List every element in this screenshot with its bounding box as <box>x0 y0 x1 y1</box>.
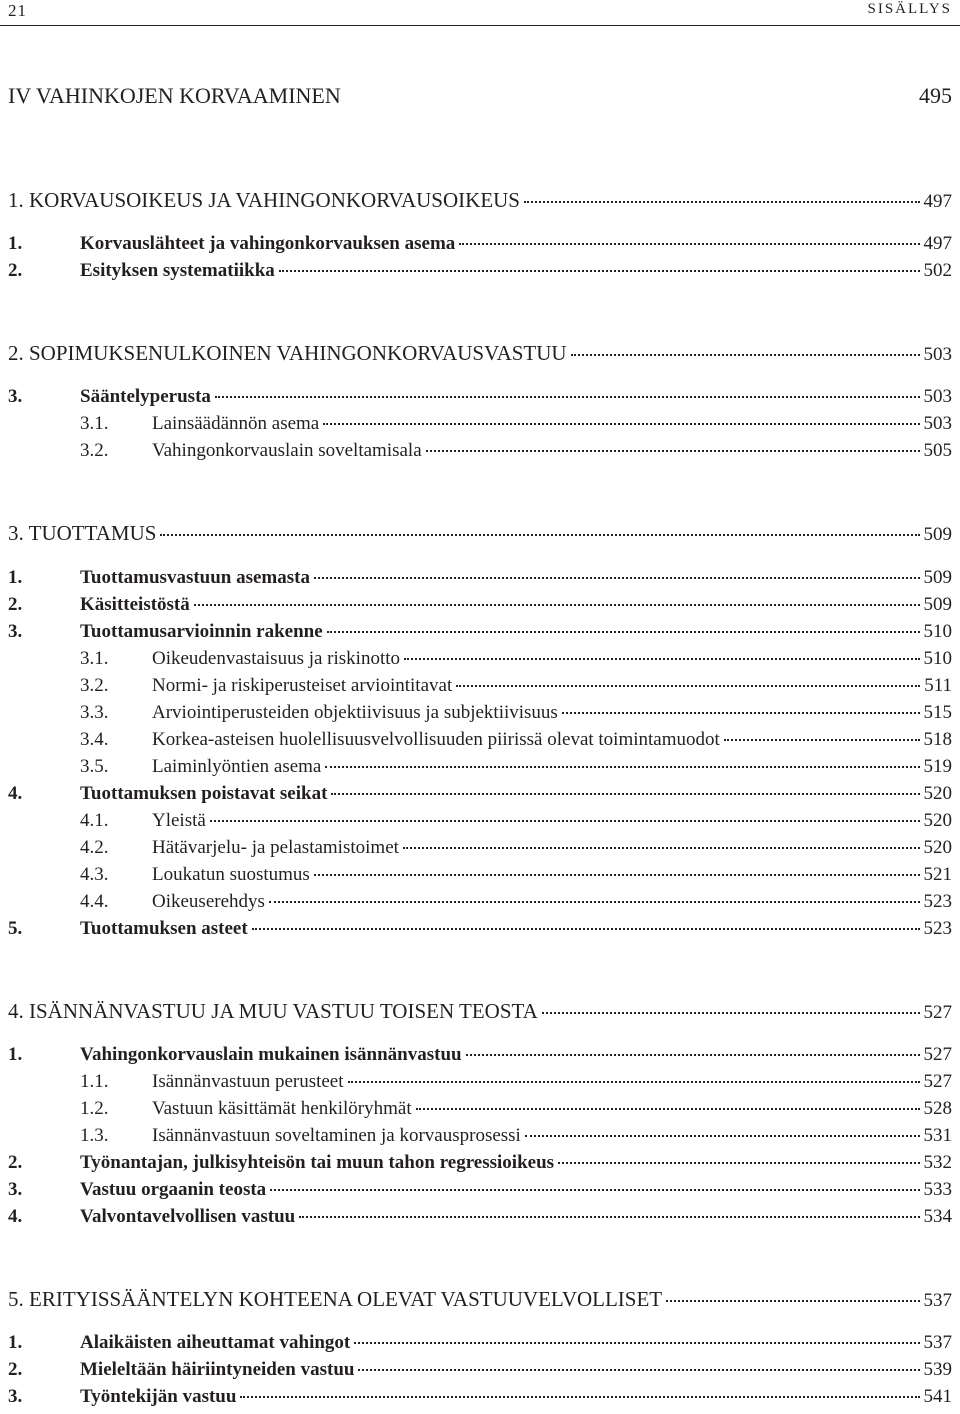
toc-entry-page: 503 <box>923 413 952 434</box>
toc-entry-page: 495 <box>919 83 952 108</box>
toc-entry <box>8 259 952 283</box>
toc-entry-number: 3.2. <box>80 440 109 461</box>
dot-leader <box>240 1396 919 1398</box>
toc-entry-page: 537 <box>923 1332 952 1353</box>
toc-entry-number: 5. <box>8 918 23 939</box>
toc-entry-page: 497 <box>923 191 952 212</box>
toc-entry-page: 521 <box>923 864 952 885</box>
toc-entry-page: 527 <box>923 1002 952 1023</box>
dot-leader <box>160 534 919 536</box>
toc-entry-page: 537 <box>923 1290 952 1311</box>
toc-entry <box>8 917 952 941</box>
toc-entry-page: 523 <box>923 918 952 939</box>
toc-entry <box>8 232 952 256</box>
dot-leader <box>358 1369 919 1371</box>
toc-entry-page: 505 <box>923 440 952 461</box>
dot-leader <box>210 820 920 822</box>
toc-entry <box>8 188 952 212</box>
dot-leader <box>270 1189 919 1191</box>
toc-entry-title: Oikeuserehdys <box>152 891 265 912</box>
dot-leader <box>724 739 920 741</box>
toc-entry-number: 3.1. <box>80 413 109 434</box>
page-header <box>0 0 960 26</box>
dot-leader <box>558 1162 919 1164</box>
toc-entry-number: 3.2. <box>80 675 109 696</box>
toc-entry <box>8 890 952 914</box>
toc-entry <box>8 999 952 1023</box>
toc-entry-page: 523 <box>923 891 952 912</box>
dot-leader <box>215 396 920 398</box>
toc-entry-number: 2. <box>8 260 23 281</box>
toc-entry-title: Vastuu orgaanin teosta <box>80 1179 267 1200</box>
toc-entry <box>8 1385 952 1409</box>
toc-entry-title: Käsitteistöstä <box>80 594 190 615</box>
toc-entry-title: Hätävarjelu- ja pelastamistoimet <box>152 837 399 858</box>
toc-entry-title: Vastuun käsittämät henkilöryhmät <box>152 1098 412 1119</box>
toc-entry-number: 1.1. <box>80 1071 109 1092</box>
toc-entry-title: Arviointiperusteiden objektiivisuus ja subjektiivisuus <box>152 702 558 723</box>
toc-entry <box>8 809 952 833</box>
toc-entry-number: 3. <box>8 1179 23 1200</box>
toc-entry-number: 2. <box>8 1359 23 1380</box>
toc-entry-page: 503 <box>923 344 952 365</box>
toc-entry-number: 1.3. <box>80 1125 109 1146</box>
toc-entry <box>8 836 952 860</box>
toc-entry-title: 3. TUOTTAMUS <box>8 521 157 545</box>
toc-entry-number: 3. <box>8 386 23 407</box>
toc-entry-title: Alaikäisten aiheuttamat vahingot <box>80 1332 351 1353</box>
toc-entry-title: Tuottamusarvioinnin rakenne <box>80 621 323 642</box>
toc-entry-title: Loukatun suostumus <box>152 864 310 885</box>
toc-entry-title: Tuottamuksen asteet <box>80 918 248 939</box>
toc-entry <box>8 647 952 671</box>
toc-entry <box>8 1178 952 1202</box>
toc-entry <box>8 620 952 644</box>
dot-leader <box>456 685 920 687</box>
toc-entry-title: Laiminlyöntien asema <box>152 756 322 777</box>
toc-entry <box>8 593 952 617</box>
toc-entry-page: 503 <box>923 386 952 407</box>
toc-entry <box>8 728 952 752</box>
toc-entry-page: 539 <box>923 1359 952 1380</box>
dot-leader <box>348 1081 920 1083</box>
toc-entry-page: 533 <box>923 1179 952 1200</box>
dot-leader <box>325 766 919 768</box>
toc-entry-title: 4. ISÄNNÄNVASTUU JA MUU VASTUU TOISEN TEOSTA <box>8 999 538 1023</box>
running-head: SISÄLLYS <box>867 1 952 17</box>
toc-entry <box>8 1043 952 1067</box>
toc-entry-page: 520 <box>923 810 952 831</box>
toc-entry-title: Tuottamusvastuun asemasta <box>80 567 310 588</box>
toc-entry-number: 3.1. <box>80 648 109 669</box>
toc-entry-page: 527 <box>923 1044 952 1065</box>
toc-entry-title: Isännänvastuun soveltaminen ja korvausprosessi <box>152 1125 521 1146</box>
toc-entry-title: Korvauslähteet ja vahingonkorvauksen asema <box>80 233 456 254</box>
dot-leader <box>403 847 920 849</box>
toc-entry-page: 519 <box>923 756 952 777</box>
toc-entry-title: Työntekijän vastuu <box>80 1386 237 1407</box>
toc-entry <box>8 755 952 779</box>
toc-entry-number: 3.4. <box>80 729 109 750</box>
dot-leader <box>327 631 920 633</box>
toc-entry-number: 2. <box>8 1152 23 1173</box>
page-number: 21 <box>8 1 27 20</box>
dot-leader <box>426 450 920 452</box>
toc-entry <box>8 566 952 590</box>
toc-entry-title: Mieleltään häiriintyneiden vastuu <box>80 1359 355 1380</box>
toc-entry-number: 1. <box>8 1044 23 1065</box>
toc-entry <box>8 1358 952 1382</box>
dot-leader <box>524 201 920 203</box>
toc-entry-page: 520 <box>923 783 952 804</box>
toc-entry-page: 510 <box>923 621 952 642</box>
toc-entry-page: 497 <box>923 233 952 254</box>
dot-leader <box>269 901 920 903</box>
toc-entry-title: Korkea-asteisen huolellisuusvelvollisuuden piirissä olevat toimintamuodot <box>152 729 720 750</box>
toc-entry <box>8 1124 952 1148</box>
toc-entry-number: 4.4. <box>80 891 109 912</box>
toc-entry <box>8 1331 952 1355</box>
toc-entry-title: Esityksen systematiikka <box>80 260 275 281</box>
toc-entry-title: Normi- ja riskiperusteiset arviointitavat <box>152 675 453 696</box>
toc-entry-number: 1. <box>8 233 23 254</box>
header-rule <box>0 25 960 26</box>
toc-entry-page: 515 <box>923 702 952 723</box>
toc-entry-number: 4. <box>8 783 23 804</box>
dot-leader <box>314 874 920 876</box>
dot-leader <box>252 928 920 930</box>
dot-leader <box>299 1216 919 1218</box>
toc-entry-title: Vahingonkorvauslain mukainen isännänvastuu <box>80 1044 462 1065</box>
toc-entry-page: 541 <box>923 1386 952 1407</box>
toc-entry-title: 2. SOPIMUKSENULKOINEN VAHINGONKORVAUSVASTUU <box>8 341 567 365</box>
toc-entry-page: 509 <box>923 567 952 588</box>
toc-entry-number: 3. <box>8 1386 23 1407</box>
dot-leader <box>562 712 920 714</box>
toc-entry <box>8 82 952 110</box>
toc-entry-page: 502 <box>923 260 952 281</box>
toc-entry-number: 1. <box>8 1332 23 1353</box>
toc-entry-page: 528 <box>923 1098 952 1119</box>
toc-entry-title: Oikeudenvastaisuus ja riskinotto <box>152 648 401 669</box>
toc-entry <box>8 1151 952 1175</box>
toc-entry-page: 511 <box>924 675 952 696</box>
dot-leader <box>354 1342 919 1344</box>
toc-entry-number: 2. <box>8 594 23 615</box>
dot-leader <box>404 658 919 660</box>
toc-entry <box>8 1205 952 1229</box>
dot-leader <box>571 354 920 356</box>
dot-leader <box>314 577 920 579</box>
toc-entry-page: 509 <box>923 594 952 615</box>
dot-leader <box>323 423 919 425</box>
toc-entry <box>8 341 952 365</box>
dot-leader <box>279 270 920 272</box>
toc-entry-title: Työnantajan, julkisyhteisön tai muun tahon regressioikeus <box>80 1152 555 1173</box>
dot-leader <box>416 1108 920 1110</box>
toc-entry-page: 518 <box>923 729 952 750</box>
toc-entry-page: 531 <box>923 1125 952 1146</box>
toc-entry-title: Vahingonkorvauslain soveltamisala <box>152 440 422 461</box>
toc-entry-number: 3. <box>8 621 23 642</box>
toc-entry-title: Valvontavelvollisen vastuu <box>80 1206 296 1227</box>
toc-entry-number: 1. <box>8 567 23 588</box>
toc-entry <box>8 385 952 409</box>
toc-entry-page: 510 <box>923 648 952 669</box>
toc-entry <box>8 1097 952 1121</box>
toc-entry-number: 4.1. <box>80 810 109 831</box>
toc-entry-title: Yleistä <box>152 810 206 831</box>
dot-leader <box>542 1012 920 1014</box>
toc-entry <box>8 1070 952 1094</box>
toc-entry <box>8 1287 952 1311</box>
toc-entry <box>8 439 952 463</box>
dot-leader <box>525 1135 920 1137</box>
toc-entry <box>8 412 952 436</box>
toc-entry-number: 3.3. <box>80 702 109 723</box>
toc-entry-page: 527 <box>923 1071 952 1092</box>
toc-entry-page: 509 <box>923 524 952 545</box>
dot-leader <box>466 1054 920 1056</box>
toc-entry-title: Tuottamuksen poistavat seikat <box>80 783 328 804</box>
dot-leader <box>666 1300 919 1302</box>
toc-entry-page: 520 <box>923 837 952 858</box>
toc-entry-number: 4.3. <box>80 864 109 885</box>
toc-entry <box>8 521 952 545</box>
dot-leader <box>331 793 919 795</box>
toc-entry-page: 532 <box>923 1152 952 1173</box>
toc-entry <box>8 701 952 725</box>
toc-entry <box>8 863 952 887</box>
toc-entry-number: 3.5. <box>80 756 109 777</box>
toc-entry <box>8 782 952 806</box>
toc-entry <box>8 674 952 698</box>
toc-entry-page: 534 <box>923 1206 952 1227</box>
toc-entry-number: 1.2. <box>80 1098 109 1119</box>
toc-entry-title: Sääntelyperusta <box>80 386 211 407</box>
toc-entry-title: IV VAHINKOJEN KORVAAMINEN <box>8 83 341 108</box>
toc-entry-title: 5. ERITYISSÄÄNTELYN KOHTEENA OLEVAT VASTUUVELVOLLISET <box>8 1287 663 1311</box>
toc-entry-title: Isännänvastuun perusteet <box>152 1071 344 1092</box>
dot-leader <box>459 243 919 245</box>
toc-entry-title: 1. KORVAUSOIKEUS JA VAHINGONKORVAUSOIKEUS <box>8 188 520 212</box>
toc-entry-title: Lainsäädännön asema <box>152 413 320 434</box>
toc-entry-number: 4. <box>8 1206 23 1227</box>
dot-leader <box>194 604 920 606</box>
toc-entry-number: 4.2. <box>80 837 109 858</box>
